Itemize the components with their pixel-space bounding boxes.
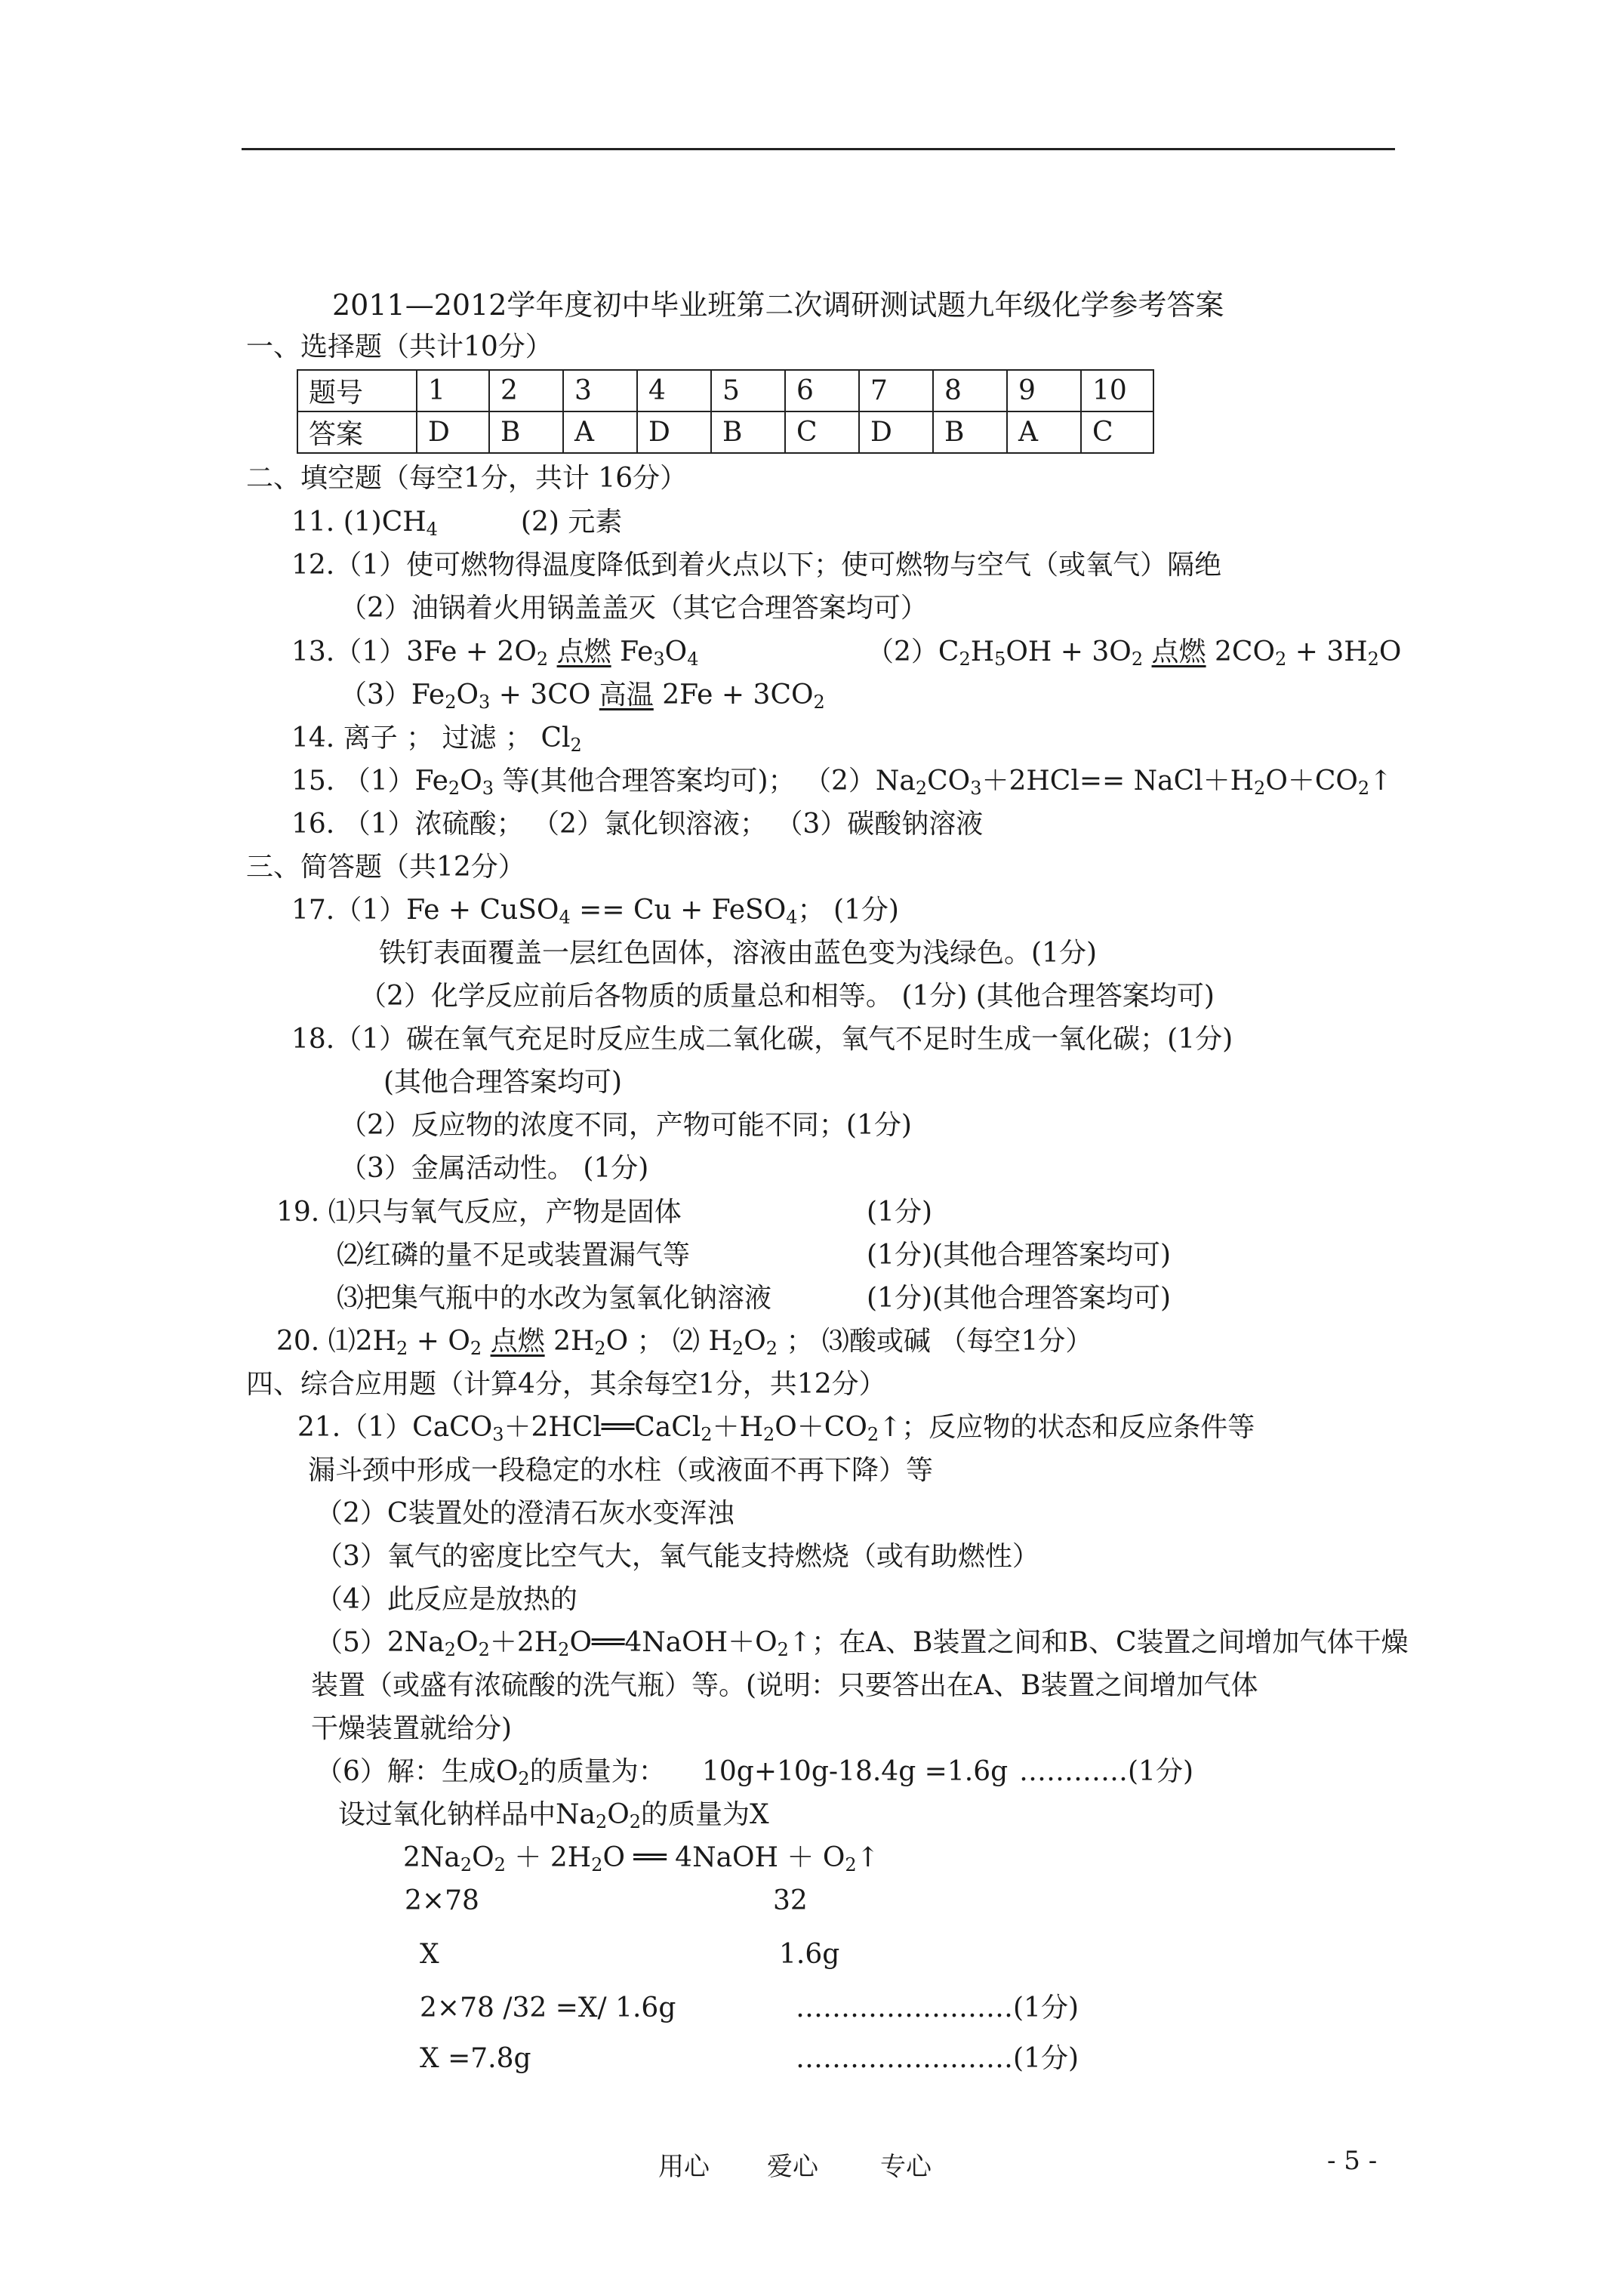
table-cell: D xyxy=(417,411,489,453)
answer-18-2: (其他合理答案均可) xyxy=(383,1067,623,1098)
footer-word-3: 专心 xyxy=(880,2152,932,2182)
table-cell: 2 xyxy=(489,370,563,411)
answer-16: 16. （1）浓硫酸； （2）氯化钡溶液； （3）碳酸钠溶液 xyxy=(291,809,984,840)
answer-18-1: 18.（1）碳在氧气充足时反应生成二氧化碳，氧气不足时生成一氧化碳；(1分) xyxy=(291,1024,1233,1055)
section-4-heading: 四、综合应用题（计算4分，其余每空1分，共12分） xyxy=(246,1369,886,1400)
result-line: X =7.8g xyxy=(420,2043,531,2074)
table-cell: 9 xyxy=(1007,370,1081,411)
ratio-row-2-left: X xyxy=(420,1939,439,1970)
answer-17-1: 17.（1）Fe + CuSO$_4$ == Cu + FeSO$_4$； (1分) xyxy=(291,895,899,928)
answer-17-3: （2）化学反应前后各物质的质量总和相等。 (1分) (其他合理答案均可) xyxy=(359,981,1215,1012)
answer-14: 14. 离子 ； 过滤 ； $Cl_2$ xyxy=(291,723,582,756)
answer-13-3: $(3)Fe_2O_3 + 3CO$ 高温 $2Fe + 3CO_2$ xyxy=(340,680,825,713)
table-cell: 7 xyxy=(859,370,933,411)
table-cell: 8 xyxy=(933,370,1007,411)
condition-label: 点燃 xyxy=(490,1326,545,1357)
section-3-heading: 三、简答题（共12分） xyxy=(246,852,525,883)
table-cell: 10 xyxy=(1081,370,1153,411)
table-cell: B xyxy=(489,411,563,453)
answer-17-2: 铁钉表面覆盖一层红色固体，溶液由蓝色变为浅绿色。(1分) xyxy=(379,938,1097,969)
answer-21-1b: 漏斗颈中形成一段稳定的水柱（或液面不再下降）等 xyxy=(308,1455,934,1486)
answer-21-5c: 干燥装置就给分) xyxy=(311,1713,513,1744)
ratio-row-1-left: 2×78 xyxy=(405,1885,479,1916)
answer-19-3: ⑶把集气瓶中的水改为氢氧化钠溶液 xyxy=(337,1283,772,1314)
ratio-row-1-right: 32 xyxy=(773,1885,808,1916)
condition-label: 点燃 xyxy=(556,636,611,667)
answer-19-3-score: (1分)(其他合理答案均可) xyxy=(867,1283,1172,1314)
answer-19-1: 19. ⑴只与氧气反应，产物是固体 xyxy=(276,1197,682,1228)
table-cell: D xyxy=(859,411,933,453)
table-cell: D xyxy=(637,411,711,453)
answer-21-5: $(5)2Na_2O_2+2H_2O══4NaOH+O_2↑$；在A、B装置之间和B、C装置之间增加气体干燥 xyxy=(316,1627,1409,1660)
answer-15: 15. $(1)Fe_2O_3$ 等(其他合理答案均可)； $(2)Na_2CO_3+2HCl==$ $NaCl+H_2O+CO_2↑$ xyxy=(291,766,1393,799)
table-row xyxy=(297,370,1153,411)
answer-21-7: 设过氧化钠样品中$Na_2O_2$的质量为X xyxy=(338,1799,769,1832)
table-cell: 6 xyxy=(785,370,859,411)
answer-18-3: （2）反应物的浓度不同，产物可能不同；(1分) xyxy=(340,1110,912,1141)
answer-18-4: （3）金属活动性。 (1分) xyxy=(340,1153,649,1184)
equation-line: $2Na_2O_2 + 2H_2O$ ══ 4NaOH ＋ $O_2↑$ xyxy=(403,1842,879,1875)
table-row xyxy=(297,411,1153,453)
result-line-score: ……………………(1分) xyxy=(796,2043,1079,2074)
answer-21-1: $21.(1)CaCO_3+2HCl══CaCl_2+H_2O+CO_2↑$；反应物的状态和反应条件等 xyxy=(297,1412,1255,1445)
answer-table xyxy=(297,369,1154,454)
answer-19-1-score: (1分) xyxy=(867,1197,932,1228)
footer-word-1: 用心 xyxy=(658,2152,710,2182)
condition-label: 高温 xyxy=(599,680,654,710)
table-cell: B xyxy=(711,411,785,453)
header-rule xyxy=(242,148,1395,150)
answer-21-6-calc: 10g+10g-18.4g =1.6g xyxy=(702,1756,1009,1787)
answer-21-5b: 装置（或盛有浓硫酸的洗气瓶）等。(说明：只要答出在A、B装置之间增加气体 xyxy=(311,1670,1258,1701)
answer-13-1: $13.(1)3Fe + 2O_2$ 点燃 $Fe_3O_4$ xyxy=(291,636,699,670)
page-number: - 5 - xyxy=(1327,2146,1378,2176)
answer-19-2: ⑵红磷的量不足或装置漏气等 xyxy=(337,1240,691,1271)
table-answer-label: 答案 xyxy=(297,411,417,453)
section-1-heading: 一、选择题（共计10分） xyxy=(246,331,553,362)
ratio-equation: 2×78 /32 =X/ 1.6g xyxy=(420,1992,676,2023)
condition-label: 点燃 xyxy=(1151,636,1206,667)
table-cell: 3 xyxy=(563,370,637,411)
table-cell: 1 xyxy=(417,370,489,411)
page-title: 2011—2012学年度初中毕业班第二次调研测试题九年级化学参考答案 xyxy=(332,288,1224,322)
answer-20: 20. $⑴2H_2 + O_2$ 点燃 $2H_2O$ ； ⑵ $H_2O_2$ ； ⑶酸或碱 （每空1分） xyxy=(276,1326,1093,1359)
table-cell: 5 xyxy=(711,370,785,411)
table-header-label: 题号 xyxy=(297,370,417,411)
ratio-equation-score: ……………………(1分) xyxy=(796,1992,1079,2023)
answer-21-6: （6）解：生成$O_2$的质量为： xyxy=(316,1756,666,1789)
answer-11: 11. $(1)CH_4$ (2) 元素 xyxy=(291,507,623,540)
table-cell: A xyxy=(1007,411,1081,453)
answer-12-2: （2）油锅着火用锅盖盖灭（其它合理答案均可） xyxy=(340,593,928,624)
answer-21-3: （3）氧气的密度比空气大，氧气能支持燃烧（或有助燃性） xyxy=(316,1541,1039,1572)
table-cell: A xyxy=(563,411,637,453)
table-cell: B xyxy=(933,411,1007,453)
answer-12-1: 12.（1）使可燃物得温度降低到着火点以下；使可燃物与空气（或氧气）隔绝 xyxy=(291,550,1222,581)
answer-21-4: （4）此反应是放热的 xyxy=(316,1584,577,1615)
table-cell: C xyxy=(1081,411,1153,453)
table-cell: C xyxy=(785,411,859,453)
ratio-row-2-right: 1.6g xyxy=(779,1939,840,1970)
answer-21-2: （2）C装置处的澄清石灰水变浑浊 xyxy=(316,1498,735,1529)
section-2-heading: 二、填空题（每空1分，共计 16分） xyxy=(246,463,688,494)
answer-21-6-score: …………(1分) xyxy=(1019,1756,1193,1787)
answer-19-2-score: (1分)(其他合理答案均可) xyxy=(867,1240,1172,1271)
table-cell: 4 xyxy=(637,370,711,411)
footer-word-2: 爱心 xyxy=(767,2152,818,2182)
answer-13-2: $(2)C_2H_5OH + 3O_2$ 点燃 $2CO_2 + 3H_2O$ xyxy=(867,636,1402,670)
